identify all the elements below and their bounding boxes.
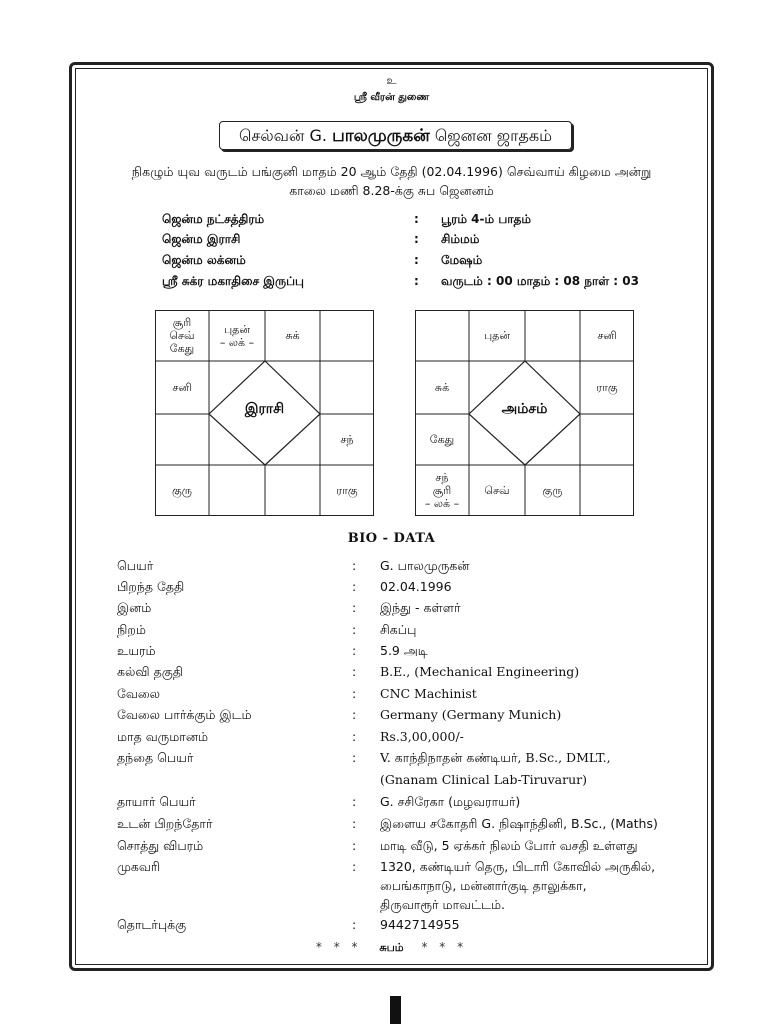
bio-value: சிகப்பு xyxy=(380,622,417,637)
rasi-house-cell xyxy=(265,310,320,361)
planet-label: சனி xyxy=(172,381,192,394)
bio-label: உயரம் xyxy=(117,643,156,658)
amsam-house-cell xyxy=(415,465,469,516)
bio-value: G. சசிரேகா (மழவராயர்) xyxy=(380,794,521,809)
birth-detail-colon: : xyxy=(414,253,419,267)
rasi-house-cell xyxy=(320,414,374,465)
planet-label: சனி xyxy=(597,329,617,342)
bio-colon: : xyxy=(352,579,357,594)
bio-label: நிறம் xyxy=(117,622,146,637)
footer-stars-left: * * * xyxy=(315,940,362,954)
planet-label: குரு xyxy=(542,484,563,497)
rasi-house-cell xyxy=(320,465,374,516)
planet-label: செவ் xyxy=(169,329,195,342)
bio-colon: : xyxy=(352,600,357,615)
planet-label: புதன் xyxy=(483,329,511,342)
birth-detail-value: வருடம் : 00 மாதம் : 08 நாள் : 03 xyxy=(441,274,639,288)
amsam-house-cell xyxy=(415,414,469,465)
bio-value: Rs.3,00,000/- xyxy=(380,729,464,744)
rasi-house-cell xyxy=(155,310,209,361)
amsam-house-cell xyxy=(525,310,580,361)
bio-label: வேலை பார்க்கும் இடம் xyxy=(117,707,252,722)
amsam-chart xyxy=(415,310,634,516)
rasi-house-cell xyxy=(155,361,209,414)
planet-label: கேது xyxy=(169,342,195,355)
birth-detail-colon: : xyxy=(414,274,419,288)
birth-detail-label: ஜென்ம லக்னம் xyxy=(162,253,246,267)
planet-label: சுக் xyxy=(434,381,450,394)
bio-value: பைங்காநாடு, மன்னார்குடி தாலுக்கா, xyxy=(380,878,587,893)
bio-colon: : xyxy=(352,686,357,701)
bio-label: இனம் xyxy=(117,600,152,615)
bio-label: வேலை xyxy=(117,686,161,701)
bio-label: கல்வி தகுதி xyxy=(117,664,183,679)
amsam-center-label: அம்சம் xyxy=(501,401,548,417)
rasi-house-cell xyxy=(155,414,209,465)
bio-value: திருவாரூர் மாவட்டம். xyxy=(380,897,506,912)
amsam-house-cell xyxy=(415,310,469,361)
bio-label: பெயர் xyxy=(117,558,154,573)
footer-stars-right: * * * xyxy=(421,940,468,954)
bio-label: முகவரி xyxy=(117,859,160,874)
bio-value: B.E., (Mechanical Engineering) xyxy=(380,664,580,679)
planet-label: கேது xyxy=(429,433,455,446)
bio-colon: : xyxy=(352,643,357,658)
footer xyxy=(75,940,708,956)
amsam-house-cell xyxy=(469,465,525,516)
planet-label: சந் xyxy=(435,471,449,484)
birth-detail-value: பூரம் 4-ம் பாதம் xyxy=(441,212,532,226)
bio-value: Germany (Germany Munich) xyxy=(380,707,562,722)
amsam-house-cell xyxy=(415,361,469,414)
bio-label: சொத்து விபரம் xyxy=(117,838,204,853)
bio-value: (Gnanam Clinical Lab-Tiruvarur) xyxy=(380,772,588,787)
bio-colon: : xyxy=(352,838,357,853)
planet-label: புதன் xyxy=(223,322,250,336)
bio-value: CNC Machinist xyxy=(380,686,477,701)
bio-colon: : xyxy=(352,622,357,637)
bio-colon: : xyxy=(352,917,357,932)
bio-value: 5.9 அடி xyxy=(380,643,428,658)
planet-label: சுக் xyxy=(285,329,300,342)
rasi-house-cell xyxy=(265,465,320,516)
bio-label: தந்தை பெயர் xyxy=(117,750,194,765)
bio-colon: : xyxy=(352,729,357,744)
planet-label: ராகு xyxy=(336,484,358,497)
birth-detail-label: ஸ்ரீ சுக்ர மகாதிசை இருப்பு xyxy=(162,274,304,288)
birth-intro-line-2: காலை மணி 8.28-க்கு சுப ஜெனனம் xyxy=(289,183,494,198)
bio-label: தாயார் பெயர் xyxy=(117,794,196,809)
bio-value: 02.04.1996 xyxy=(380,579,452,594)
birth-detail-colon: : xyxy=(414,232,419,246)
bio-value: V. காந்திநாதன் கண்டியர், B.Sc., DMLT., xyxy=(380,750,611,765)
birth-intro-line-1: நிகழும் யுவ வருடம் பங்குனி மாதம் 20 ஆம் தேதி (02.04.1996) செவ்வாய் கிழமை அன்று xyxy=(131,164,652,179)
planet-label: சூரி xyxy=(432,484,452,497)
bio-colon: : xyxy=(352,707,357,722)
birth-detail-value: சிம்மம் xyxy=(441,232,480,246)
bio-colon: : xyxy=(352,664,357,679)
rasi-house-cell xyxy=(155,465,209,516)
bio-colon: : xyxy=(352,859,357,874)
horoscope-title xyxy=(219,121,572,150)
rasi-house-cell xyxy=(209,310,265,361)
planet-label: – லக் – xyxy=(219,335,255,349)
rasi-house-cell xyxy=(209,465,265,516)
planet-label: சூரி xyxy=(172,316,192,329)
invocation-symbol: உ xyxy=(386,74,397,87)
bio-data-heading: BIO - DATA xyxy=(347,531,436,546)
title-suffix: ஜெனன ஜாதகம் xyxy=(434,126,552,145)
blessing-line: ஸ்ரீ வீரன் துணை xyxy=(353,92,430,103)
amsam-house-cell xyxy=(580,465,634,516)
bio-colon: : xyxy=(352,794,357,809)
bio-label: உடன் பிறந்தோர் xyxy=(117,816,213,831)
bio-value: மாடி வீடு, 5 ஏக்கர் நிலம் போர் வசதி உள்ளது xyxy=(380,838,638,853)
birth-detail-label: ஜென்ம இராசி xyxy=(162,232,241,246)
bio-value: 1320, கண்டியர் தெரு, பிடாரி கோவில் அருகில், xyxy=(380,859,656,874)
planet-label: செவ் xyxy=(484,484,510,497)
planet-label: – லக் – xyxy=(424,497,460,510)
page-edge-marker xyxy=(390,996,401,1024)
bio-colon: : xyxy=(352,816,357,831)
rasi-center-label: இராசி xyxy=(244,401,285,417)
bio-value: 9442714955 xyxy=(380,917,460,932)
amsam-house-cell xyxy=(469,310,525,361)
bio-label: மாத வருமானம் xyxy=(117,729,209,744)
planet-label: குரு xyxy=(172,484,192,497)
bio-label: தொடர்புக்கு xyxy=(117,917,187,932)
rasi-chart xyxy=(155,310,374,516)
rasi-house-cell xyxy=(320,361,374,414)
bio-value: இளைய சகோதரி G. நிஷாந்தினி, B.Sc., (Maths) xyxy=(380,816,658,831)
bio-colon: : xyxy=(352,750,357,765)
bio-label: பிறந்த தேதி xyxy=(117,579,185,594)
planet-label: ராகு xyxy=(596,381,618,394)
rasi-house-cell xyxy=(320,310,374,361)
amsam-house-cell xyxy=(525,465,580,516)
amsam-house-cell xyxy=(580,361,634,414)
footer-word: சுபம் xyxy=(379,941,404,954)
bio-colon: : xyxy=(352,558,357,573)
birth-detail-value: மேஷம் xyxy=(441,253,483,267)
birth-detail-colon: : xyxy=(414,212,419,226)
title-name: பாலமுருகன் xyxy=(332,126,430,146)
amsam-house-cell xyxy=(580,310,634,361)
title-prefix: செல்வன் G. xyxy=(239,126,327,145)
bio-value: G. பாலமுருகன் xyxy=(380,558,470,573)
amsam-house-cell xyxy=(580,414,634,465)
bio-value: இந்து - கள்ளர் xyxy=(380,600,461,615)
planet-label: சந் xyxy=(340,433,354,446)
birth-detail-label: ஜென்ம நட்சத்திரம் xyxy=(162,212,265,226)
